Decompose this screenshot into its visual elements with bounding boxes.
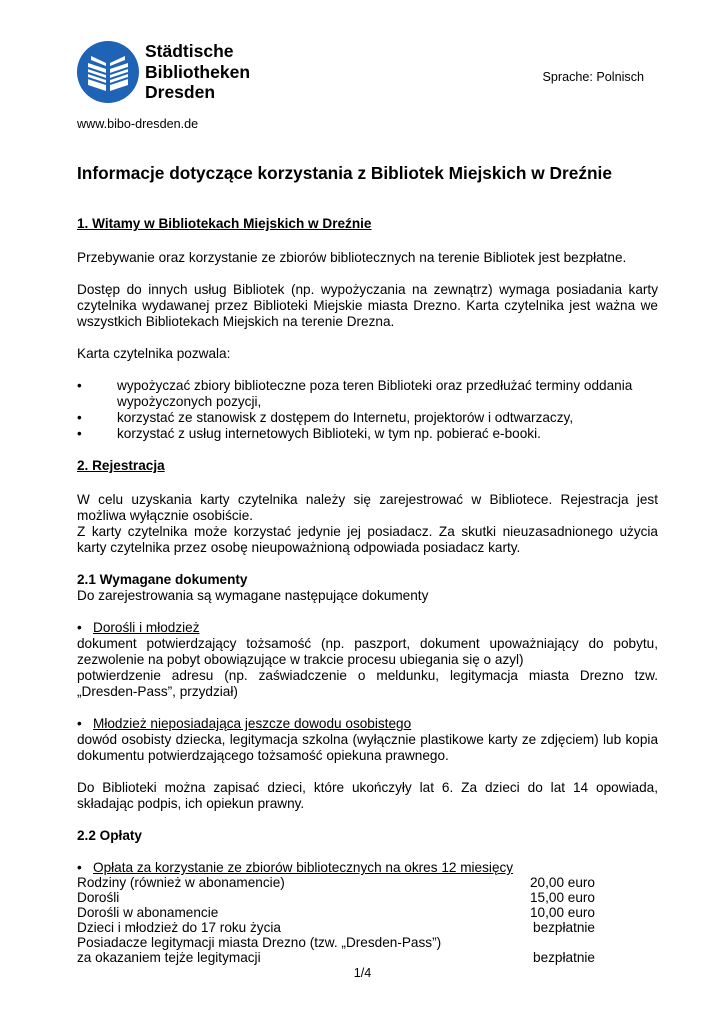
website-url[interactable]: www.bibo-dresden.de bbox=[77, 117, 199, 131]
fee-category: Dzieci i młodzież do 17 roku życia bbox=[77, 920, 281, 935]
paragraph: Przebywanie oraz korzystanie ze zbiorów bibliotecznych na terenie Bibliotek jest bezpłatne. bbox=[77, 250, 627, 265]
fee-value: 10,00 euro bbox=[529, 905, 595, 920]
bullet: • bbox=[77, 716, 82, 731]
table-row bbox=[77, 890, 595, 905]
table-row bbox=[77, 905, 595, 920]
paragraph: Karta czytelnika pozwala: bbox=[77, 346, 231, 361]
fee-category bbox=[77, 935, 517, 965]
fee-value: 15,00 euro bbox=[529, 890, 595, 905]
section-1-heading: 1. Witamy w Bibliotekach Miejskich w Dreźnie bbox=[77, 216, 372, 231]
list-item: • wypożyczać zbiory biblioteczne poza teren Biblioteki oraz przedłużać terminy oddania wypożyczonych pozycji, bbox=[77, 378, 658, 410]
page-title: Informacje dotyczące korzystania z Bibliotek Miejskich w Dreźnie bbox=[77, 163, 612, 183]
fee-category-line: Posiadacze legitymacji miasta Drezno (tzw. „Dresden-Pass”) bbox=[77, 935, 442, 950]
paragraph: Do zarejestrowania są wymagane następujące dokumenty bbox=[77, 588, 429, 603]
bullet: • bbox=[77, 620, 82, 635]
fee-category: Rodziny (również w abonamencie) bbox=[77, 875, 285, 890]
paragraph: W celu uzyskania karty czytelnika należy się zarejestrować w Bibliotece. Rejestracja jest możliwa wyłącznie osobiście. bbox=[77, 492, 658, 523]
fee-category-line: za okazaniem tejże legitymacji bbox=[77, 950, 261, 965]
adults-documents bbox=[77, 620, 658, 700]
document-body bbox=[77, 162, 658, 965]
paragraph: Do Biblioteki można zapisać dzieci, które ukończyły lat 6. Za dzieci do lat 14 opowiada, składając podpis, ich opiekun prawny. bbox=[77, 780, 658, 811]
fee-category: Dorośli bbox=[77, 890, 120, 905]
paragraph: potwierdzenie adresu (np. zaświadczenie o meldunku, legitymacja miasta Drezno tzw. „Dresden-Pass”, przydział) bbox=[77, 668, 658, 699]
registration-text bbox=[77, 492, 658, 556]
fees-label-line bbox=[77, 860, 658, 875]
logo-line: Bibliotheken bbox=[145, 61, 251, 82]
table-row bbox=[77, 875, 595, 890]
book-logo-icon bbox=[77, 41, 139, 103]
fee-category: Dorośli w abonamencie bbox=[77, 905, 219, 920]
paragraph: Dostęp do innych usług Bibliotek (np. wypożyczania na zewnątrz) wymaga posiadania karty czytelnika wydawanej przez Biblioteki Miejskie miasta Drezno. Karta czytelnika jest ważna we wszystkich Bibliotekach Miejskich na terenie Drezna. bbox=[77, 282, 658, 329]
youth-documents bbox=[77, 716, 658, 764]
section-2-1-heading: 2.1 Wymagane dokumenty bbox=[77, 572, 248, 587]
section-2-heading: 2. Rejestracja bbox=[77, 458, 165, 473]
table-row bbox=[77, 935, 595, 965]
paragraph: dokument potwierdzający tożsamość (np. paszport, dokument upoważniający do pobytu, zezwolenie na pobyt obowiązujące w trakcie procesu ubiegania się o azyl) bbox=[77, 636, 658, 667]
youth-label: Młodzież nieposiadająca jeszcze dowodu osobistego bbox=[93, 716, 412, 731]
fee-value: bezpłatnie bbox=[533, 950, 595, 965]
fee-value: bezpłatnie bbox=[533, 920, 595, 935]
list-item: • korzystać ze stanowisk z dostępem do Internetu, projektorów i odtwarzaczy, bbox=[77, 410, 658, 426]
fees-label: Opłata za korzystanie ze zbiorów bibliotecznych na okres 12 miesięcy bbox=[93, 860, 514, 875]
paragraph: dowód osobisty dziecka, legitymacja szkolna (wyłącznie plastikowe karty ze zdjęciem) lub kopia dokumentu potwierdzającego tożsamość opiekuna prawnego. bbox=[77, 732, 658, 763]
logo-line: Städtische bbox=[145, 41, 234, 61]
list-item: • korzystać z usług internetowych Biblioteki, w tym np. pobierać e-booki. bbox=[77, 426, 658, 442]
paragraph: Z karty czytelnika może korzystać jedynie jej posiadacz. Za skutki nieuzasadnionego użycia karty czytelnika przez osobę nieupoważnioną odpowiada posiadacz karty. bbox=[77, 524, 658, 555]
language-label: Sprache: Polnisch bbox=[542, 70, 644, 84]
bullet: • bbox=[77, 860, 82, 875]
fees-table bbox=[77, 875, 595, 965]
library-logo bbox=[77, 41, 139, 106]
table-row bbox=[77, 920, 595, 935]
fee-value: 20,00 euro bbox=[529, 875, 595, 890]
adults-label: Dorośli i młodzież bbox=[93, 620, 200, 635]
card-benefits-list bbox=[77, 378, 658, 442]
page-number: 1/4 bbox=[353, 966, 372, 980]
section-2-2-heading: 2.2 Opłaty bbox=[77, 828, 142, 843]
logo-wordmark bbox=[145, 41, 250, 103]
logo-line: Dresden bbox=[145, 82, 216, 102]
